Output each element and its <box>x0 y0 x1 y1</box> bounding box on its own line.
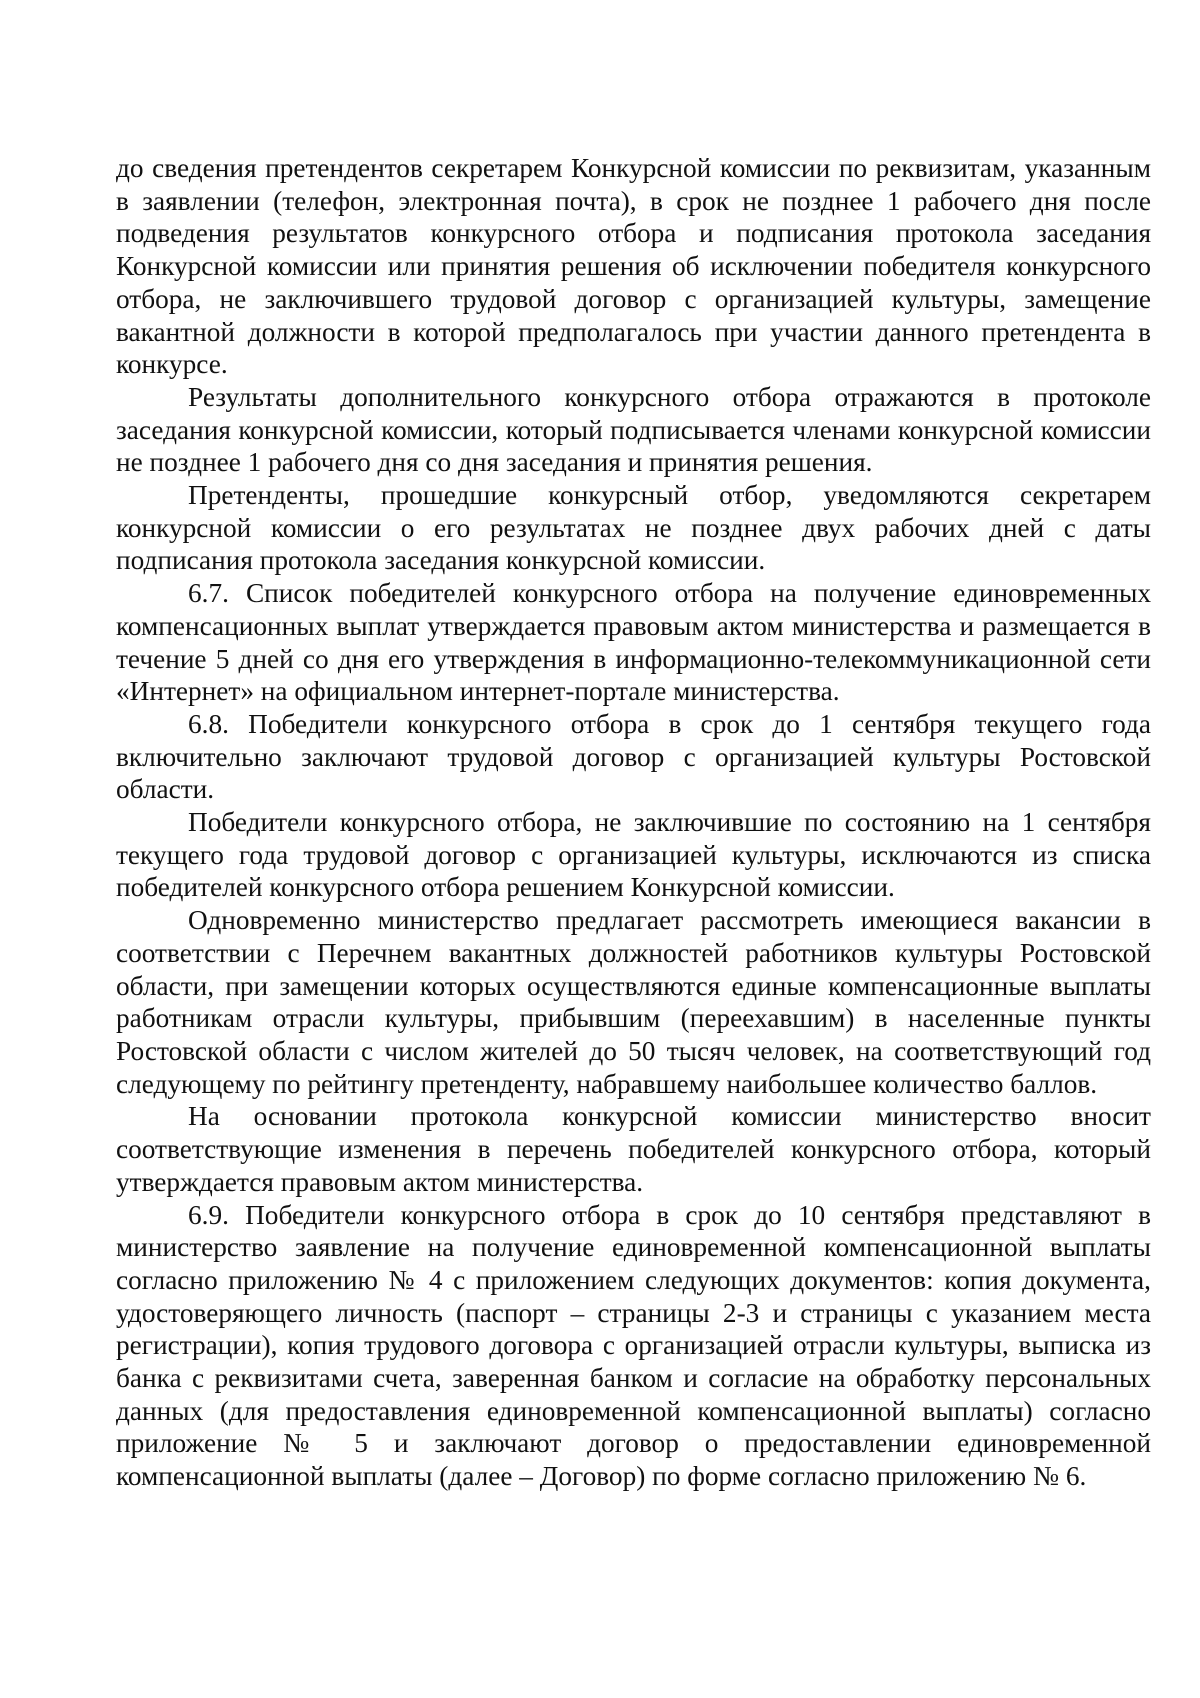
paragraph-additional-selection-results: Результаты дополнительного конкурсного отбора отражаются в протоколе заседания конкурсной комиссии, который подписывается членами конкурсной комиссии не позднее 1 рабочего дня со дня заседания и принятия решения. <box>116 381 1151 478</box>
paragraph-list-amendments: На основании протокола конкурсной комиссии министерство вносит соответствующие изменения в перечень победителей конкурсного отбора, который утверждается правовым актом министерства. <box>116 1101 1151 1197</box>
paragraph-applicants-notified: Претенденты, прошедшие конкурсный отбор, уведомляются секретарем конкурсной комиссии о его результатах не позднее двух рабочих дней с даты подписания протокола заседания конкурсной комиссии. <box>116 480 1151 576</box>
paragraph-6-8-employment-contract: 6.8. Победители конкурсного отбора в срок до 1 сентября текущего года включительно заключают трудовой договор с организацией культуры Ростовской области. <box>116 708 1151 805</box>
paragraph-vacancies-offered: Одновременно министерство предлагает рассмотреть имеющиеся вакансии в соответствии с Перечнем вакантных должностей работников культуры Ростовской области, при замещении которых осуществляются единые компенсационные выплаты работникам отрасли культуры, прибывшим (переехавшим) в населенные пункты Ростовской области с числом жителей до 50 тысяч человек, на соответствующий год следующему по рейтингу претенденту, набравшему наибольшее количество баллов. <box>116 905 1151 1099</box>
paragraph-winners-excluded: Победители конкурсного отбора, не заключившие по состоянию на 1 сентября текущего года трудовой договор с организацией культуры, исключаются из списка победителей конкурсного отбора решением Конкурсной комиссии. <box>116 807 1151 903</box>
document-page <box>116 152 1151 1493</box>
paragraph-6-7-winners-list: 6.7. Список победителей конкурсного отбора на получение единовременных компенсационных выплат утверждается правовым актом министерства и размещается в течение 5 дней со дня его утверждения в информационно-телекоммуникационной сети «Интернет» на официальном интернет-портале министерства. <box>116 578 1151 707</box>
paragraph-6-9-application-documents: 6.9. Победители конкурсного отбора в срок до 10 сентября представляют в министерство заявление на получение единовременной компенсационной выплаты согласно приложению № 4 с приложением следующих документов: копия документа, удостоверяющего личность (паспорт – страницы 2-3 и страницы с указанием места регистрации), копия трудового договора с организацией отрасли культуры, выписка из банка с реквизитами счета, заверенная банком и согласие на обработку персональных данных (для предоставления единовременной компенсационной выплаты) согласно приложение № 5 и заключают договор о предоставлении единовременной компенсационной выплаты (далее – Договор) по форме согласно приложению № 6. <box>116 1199 1151 1492</box>
paragraph-notification-continuation: до сведения претендентов секретарем Конкурсной комиссии по реквизитам, указанным в заявлении (телефон, электронная почта), в срок не позднее 1 рабочего дня после подведения результатов конкурсного отбора и подписания протокола заседания Конкурсной комиссии или принятия решения об исключении победителя конкурсного отбора, не заключившего трудовой договор с организацией культуры, замещение вакантной должности в которой предполагалось при участии данного претендента в конкурсе. <box>116 153 1151 380</box>
